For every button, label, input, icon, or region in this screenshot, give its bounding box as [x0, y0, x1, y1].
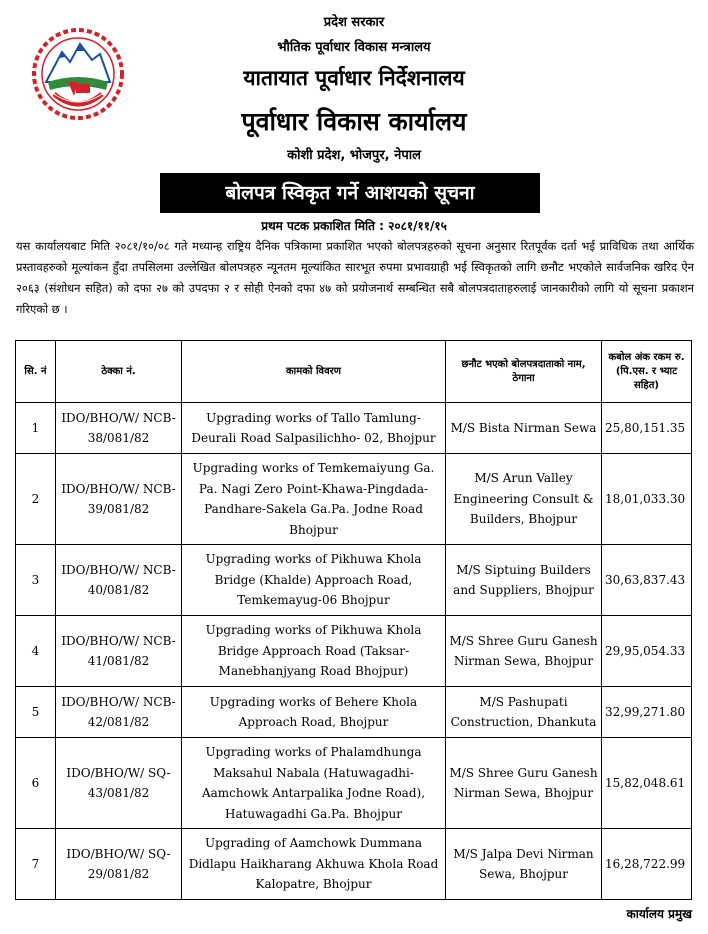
row-contract: IDO/BHO/W/ NCB-39/081/82: [56, 454, 182, 545]
government-title: प्रदेश सरकार: [323, 15, 385, 30]
table-row: [16, 829, 692, 900]
row-work: Upgrading works of Temkemaiyung Ga. Pa. Nagi Zero Point-Khawa-Pingdada-Pandhare-Sakela Ga.Pa. Jodne Road Bhojpur: [182, 454, 446, 545]
row-sn: 6: [16, 738, 56, 829]
row-sn: 4: [16, 616, 56, 687]
row-work: Upgrading works of Pikhuwa Khola Bridge Approach Road (Taksar-Manebhanjyang Road Bhojpur): [182, 616, 446, 687]
row-amount: 15,82,048.61: [602, 738, 692, 829]
office-chief-signoff: कार्यालय प्रमुख: [626, 907, 692, 921]
table-row: [16, 616, 692, 687]
tender-table: [15, 340, 692, 900]
row-work: Upgrading of Aamchowk Dummana Didlapu Haikharang Akhuwa Khola Road Kalopatre, Bhojpur: [182, 829, 446, 900]
row-sn: 5: [16, 687, 56, 738]
table-row: [16, 687, 692, 738]
publication-date: प्रथम पटक प्रकाशित मिति : २०८१/११/१५: [261, 219, 447, 233]
row-amount: 29,95,054.33: [602, 616, 692, 687]
row-contract: IDO/BHO/W/ NCB-40/081/82: [56, 545, 182, 616]
row-amount: 16,28,722.99: [602, 829, 692, 900]
row-amount: 18,01,033.30: [602, 454, 692, 545]
row-contract: IDO/BHO/W/ SQ-29/081/82: [56, 829, 182, 900]
table-row: [16, 545, 692, 616]
row-amount: 30,63,837.43: [602, 545, 692, 616]
row-work: Upgrading works of Behere Khola Approach Road, Bhojpur: [182, 687, 446, 738]
office-location: कोशी प्रदेश, भोजपुर, नेपाल: [287, 148, 421, 163]
table-row: [16, 454, 692, 545]
row-contract: IDO/BHO/W/ NCB-38/081/82: [56, 403, 182, 454]
row-bidder: M/S Pashupati Construction, Dhankuta: [446, 687, 602, 738]
notice-body: यस कार्यालयबाट मिति २०८१/१०/०८ गते मध्यान्ह राष्ट्रिय दैनिक पत्रिकामा प्रकाशित भएको बोलपत्रहरुको सूचना अनुसार रितपूर्वक दर्ता भई प्राविधिक तथा आर्थिक प्रस्तावहरुको मूल्यांकन हुँदा तपसिलमा उल्लेखित बोलपत्रहरु न्यूनतम मूल्यांकित सारभूत रुपमा प्रभावग्राही भई स्विकृतको लागि छनौट भएकोले सार्वजनिक खरिद ऐन २०६३ (संशोधन सहित) को दफा २७ को उपदफा २ र सोही ऐनको दफा ४७ को प्रयोजनार्थ सम्बन्धित सबै बोलपत्रदाताहरुलाई जानकारीको लागि यो सूचना प्रकाशन गरिएको छ ।: [16, 239, 694, 316]
row-sn: 2: [16, 454, 56, 545]
row-bidder: M/S Shree Guru Ganesh Nirman Sewa, Bhojpur: [446, 738, 602, 829]
row-sn: 7: [16, 829, 56, 900]
row-bidder: M/S Shree Guru Ganesh Nirman Sewa, Bhojpur: [446, 616, 602, 687]
row-contract: IDO/BHO/W/ SQ-43/081/82: [56, 738, 182, 829]
row-bidder: M/S Arun Valley Engineering Consult & Builders, Bhojpur: [446, 454, 602, 545]
row-amount: 32,99,271.80: [602, 687, 692, 738]
row-work: Upgrading works of Tallo Tamlung-Deurali Road Salpasilichho- 02, Bhojpur: [182, 403, 446, 454]
header-sn: सि. नं: [16, 341, 56, 403]
row-contract: IDO/BHO/W/ NCB-41/081/82: [56, 616, 182, 687]
row-sn: 1: [16, 403, 56, 454]
ministry-title: भौतिक पूर्वाधार विकास मन्त्रालय: [277, 40, 431, 55]
directorate-title: यातायात पूर्वाधार निर्देशनालय: [243, 66, 465, 90]
row-work: Upgrading works of Phalamdhunga Maksahul Nabala (Hatuwagadhi-Aamchowk Antarpalika Jodne Road), Hatuwagadhi Ga.Pa. Bhojpur: [182, 738, 446, 829]
table-row: [16, 403, 692, 454]
office-title: पूर्वाधार विकास कार्यालय: [241, 107, 467, 136]
row-bidder: M/S Bista Nirman Sewa: [446, 403, 602, 454]
header-work: कामको विवरण: [182, 341, 446, 403]
row-sn: 3: [16, 545, 56, 616]
header-contract: ठेक्का नं.: [56, 341, 182, 403]
header-amount: कबोल अंक रकम रु. (पि.एस. र भ्याट सहित): [602, 341, 692, 403]
table-row: [16, 738, 692, 829]
notice-title-banner: बोलपत्र स्विकृत गर्ने आशयको सूचना: [160, 173, 540, 213]
header-bidder: छनौट भएको बोलपत्रदाताको नाम, ठेगाना: [446, 341, 602, 403]
row-amount: 25,80,151.35: [602, 403, 692, 454]
row-bidder: M/S Siptuing Builders and Suppliers, Bhojpur: [446, 545, 602, 616]
row-work: Upgrading works of Pikhuwa Khola Bridge (Khalde) Approach Road, Temkemayug-06 Bhojpur: [182, 545, 446, 616]
row-bidder: M/S Jalpa Devi Nirman Sewa, Bhojpur: [446, 829, 602, 900]
table-header-row: [16, 341, 692, 403]
row-contract: IDO/BHO/W/ NCB-42/081/82: [56, 687, 182, 738]
